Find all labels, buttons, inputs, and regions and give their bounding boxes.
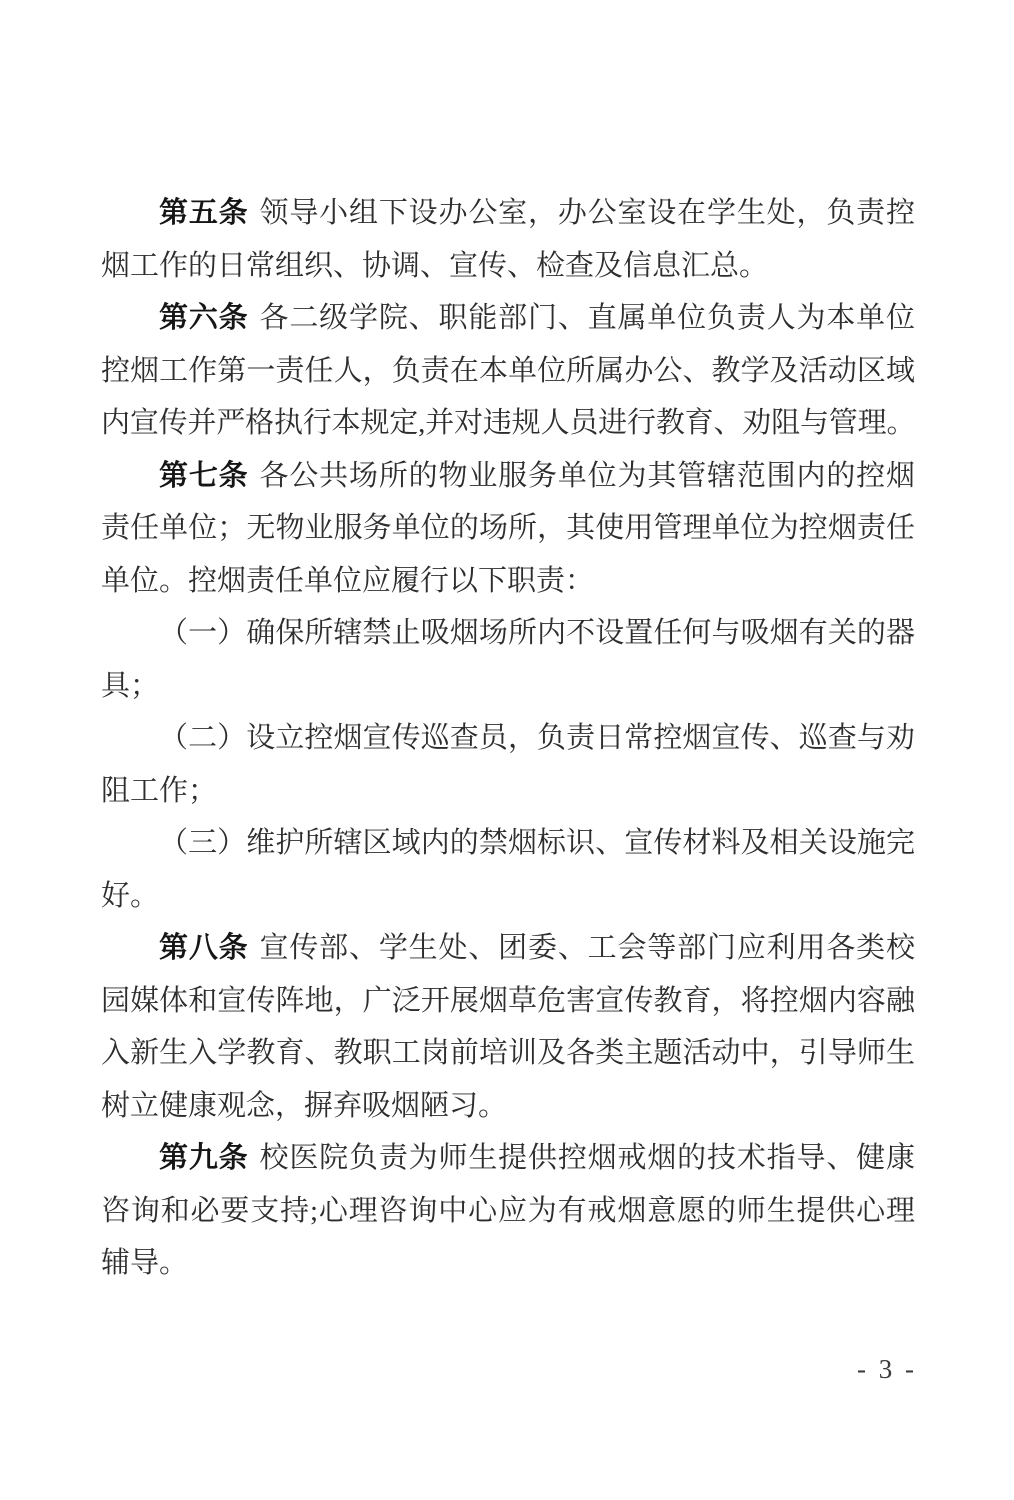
text-line [101, 712, 915, 765]
article-label: 第八条 [159, 932, 249, 964]
text-line [101, 607, 915, 660]
text-line [101, 1237, 915, 1290]
page-number: - 3 - [857, 1354, 917, 1384]
document-body [101, 187, 915, 1290]
text-line [101, 765, 915, 818]
text-line [101, 292, 915, 345]
line-text: 咨询和必要支持;心理咨询中心应为有戒烟意愿的师生提供心理 [101, 1194, 915, 1227]
line-text: 具； [101, 669, 160, 702]
text-line [101, 660, 915, 713]
line-text: 领导小组下设办公室，办公室设在学生处，负责控 [259, 197, 915, 229]
text-line [101, 397, 915, 450]
text-line [101, 502, 915, 555]
article-label: 第九条 [159, 1142, 249, 1174]
text-line [101, 870, 915, 923]
text-line [101, 240, 915, 293]
text-line [101, 817, 915, 870]
line-text: 好。 [101, 879, 160, 912]
text-line [101, 1185, 915, 1238]
line-text: （一）确保所辖禁止吸烟场所内不设置任何与吸烟有关的器 [159, 617, 915, 649]
text-line [101, 1132, 915, 1185]
text-line [101, 922, 915, 975]
line-text: 单位。控烟责任单位应履行以下职责： [101, 564, 595, 597]
line-text: 控烟工作第一责任人，负责在本单位所属办公、教学及活动区域 [101, 354, 915, 387]
line-text: 辅导。 [101, 1247, 189, 1279]
article-label: 第五条 [159, 197, 249, 229]
line-text: 阻工作； [101, 774, 218, 807]
article-label: 第七条 [159, 459, 249, 492]
line-text: 树立健康观念，摒弃吸烟陋习。 [101, 1089, 508, 1122]
article-label: 第六条 [159, 302, 249, 334]
text-line [101, 187, 915, 240]
line-text: （三）维护所辖区域内的禁烟标识、宣传材料及相关设施完 [159, 827, 915, 859]
line-text: 各公共场所的物业服务单位为其管辖范围内的控烟 [259, 459, 915, 492]
line-text: 宣传部、学生处、团委、工会等部门应利用各类校 [259, 932, 915, 964]
line-text: （二）设立控烟宣传巡查员，负责日常控烟宣传、巡查与劝 [159, 722, 915, 754]
text-line [101, 345, 915, 398]
text-line [101, 975, 915, 1028]
line-text: 园媒体和宣传阵地，广泛开展烟草危害宣传教育，将控烟内容融 [101, 984, 915, 1017]
line-text: 责任单位；无物业服务单位的场所，其使用管理单位为控烟责任 [101, 512, 915, 544]
text-line [101, 1027, 915, 1080]
text-line [101, 1080, 915, 1133]
line-text: 各二级学院、职能部门、直属单位负责人为本单位 [259, 302, 915, 334]
text-line [101, 450, 915, 503]
line-text: 校医院负责为师生提供控烟戒烟的技术指导、健康 [259, 1142, 915, 1174]
line-text: 内宣传并严格执行本规定,并对违规人员进行教育、劝阻与管理。 [101, 407, 915, 439]
line-text: 烟工作的日常组织、协调、宣传、检查及信息汇总。 [101, 249, 769, 282]
line-text: 入新生入学教育、教职工岗前培训及各类主题活动中，引导师生 [101, 1037, 915, 1069]
text-line [101, 555, 915, 608]
